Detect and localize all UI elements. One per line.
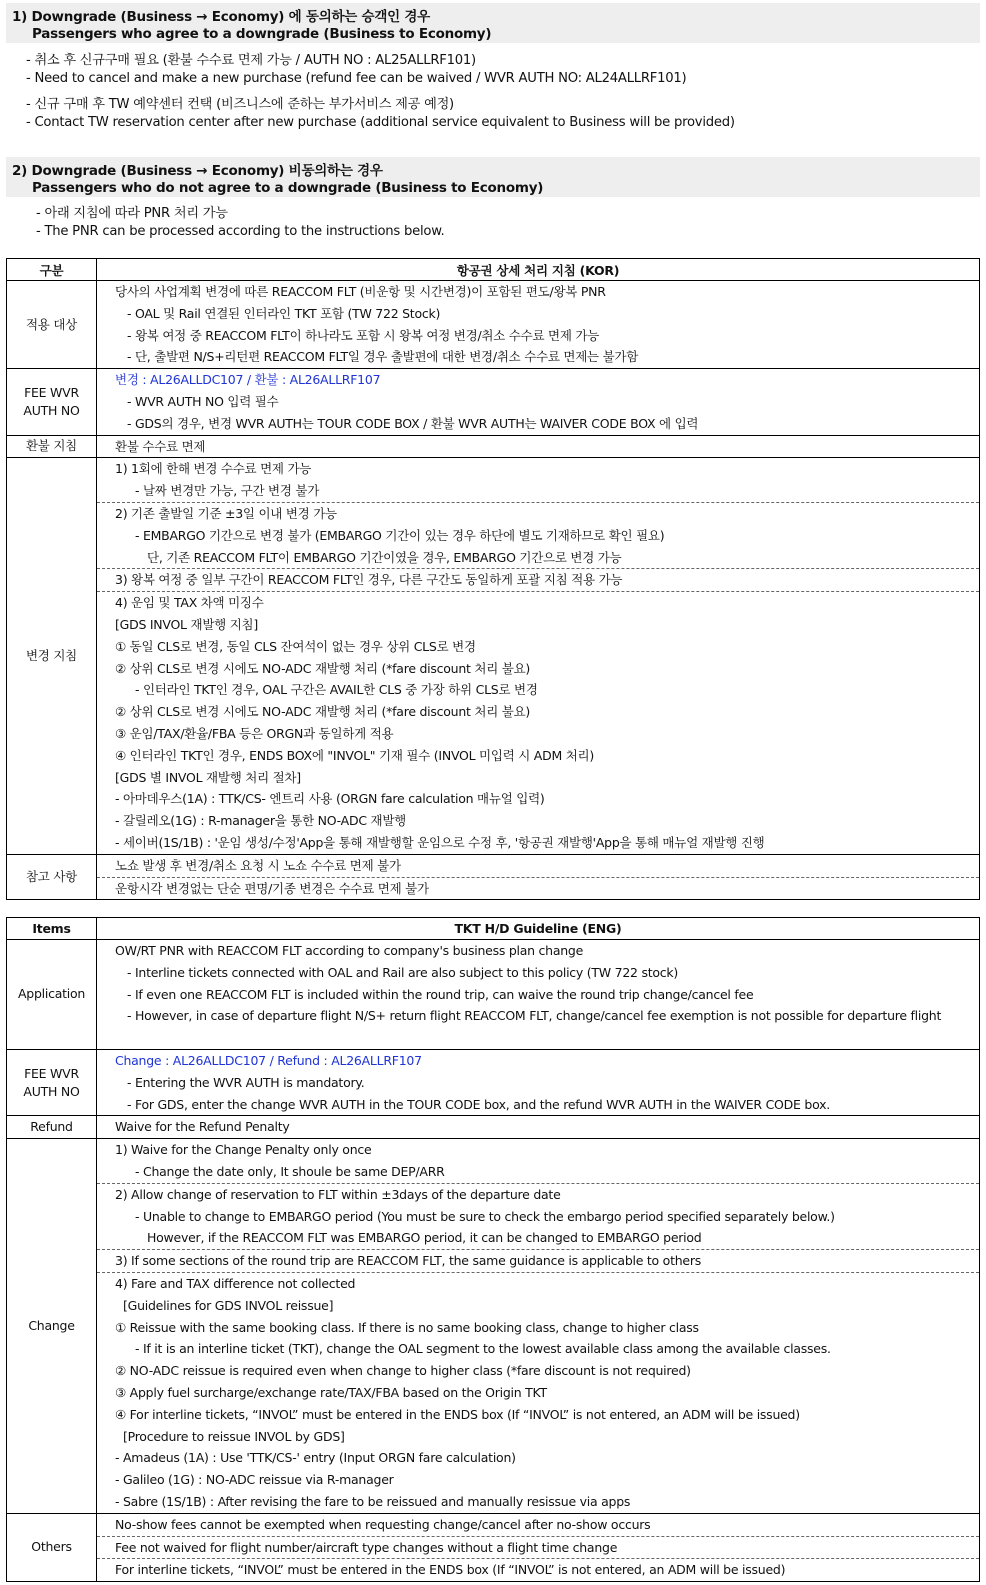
eng-application-line: - However, in case of departure flight N/S+ return flight REACCOM FLT, change/cancel fee exemption is not possible for departure flight [127,1008,942,1024]
kor-change-line: 단, 기존 REACCOM FLT이 EMBARGO 기간이였을 경우, EMBARGO 기간으로 변경 가능 [147,549,622,565]
eng-change-line: However, if the REACCOM FLT was EMBARGO period, it can be changed to EMBARGO period [147,1230,702,1246]
eng-row-refund [7,1116,980,1139]
section1-bullet: - 취소 후 신규구매 필요 (환불 수수료 면제 가능 / AUTH NO : AL25ALLRF101) [26,53,476,68]
kor-change-line: - 갈릴레오(1G) : R-manager을 통한 NO-ADC 재발행 [115,813,407,829]
kor-change-line: 3) 왕복 여정 중 일부 구간이 REACCOM FLT인 경우, 다른 구간도 동일하게 포괄 지침 적용 가능 [115,572,623,588]
kor-label-change: 변경 지침 [7,458,97,854]
eng-application-spacer [115,1027,979,1049]
eng-row-change [7,1139,980,1514]
eng-fee-line: - For GDS, enter the change WVR AUTH in the TOUR CODE box, and the refund WVR AUTH in the WAIVER CODE box. [127,1096,830,1112]
section2-title-kr: 2) Downgrade (Business → Economy) 비동의하는 경우 [12,163,383,179]
eng-change-line: ① Reissue with the same booking class. If there is no same booking class, change to higher class [115,1319,699,1335]
kor-row-refund [7,435,980,458]
kor-change-line: ② 상위 CLS로 변경 시에도 NO-ADC 재발행 처리 (*fare discount 처리 불요) [115,704,531,720]
eng-change-line: - Unable to change to EMBARGO period (You must be sure to check the embargo period specified separately below.) [135,1208,835,1224]
eng-label-fee-1: FEE WVR [24,1065,79,1081]
eng-others-line: For interline tickets, “INVOL” must be entered in the ENDS box (If “INVOL” is not entered, an ADM will be issued) [115,1562,786,1578]
kor-row-fee [7,369,980,435]
eng-others-line: Fee not waived for flight number/aircraft type changes without a flight time change [115,1539,618,1555]
kor-change-line: ③ 운임/TAX/환율/FBA 등은 ORGN과 동일하게 적용 [115,725,394,741]
kor-change-line: - 날짜 변경만 가능, 구간 변경 불가 [135,483,320,499]
eng-row-fee [7,1049,980,1115]
kor-label-fee [7,369,97,435]
eng-label-fee-2: AUTH NO [23,1083,80,1099]
eng-change-line: ② NO-ADC reissue is required even when change to higher class (*fare discount is not required) [115,1363,691,1379]
eng-application-line: - If even one REACCOM FLT is included within the round trip, can waive the round trip change/cancel fee [127,986,754,1002]
eng-guideline-table [6,917,980,1582]
eng-others-line: No-show fees cannot be exempted when requesting change/cancel after no-show occurs [115,1516,651,1532]
eng-change-line: 1) Waive for the Change Penalty only once [115,1142,372,1158]
kor-header-guideline: 항공권 상세 처리 지침 (KOR) [97,259,980,281]
kor-change-line: [GDS 별 INVOL 재발행 처리 절차] [115,769,301,785]
eng-change-line: - Amadeus (1A) : Use 'TTK/CS-' entry (Input ORGN fare calculation) [115,1450,516,1466]
eng-label-change: Change [7,1139,97,1514]
kor-label-fee-2: AUTH NO [23,402,80,418]
section1-bullet: - Need to cancel and make a new purchase (refund fee can be waived / WVR AUTH NO: AL24ALLRF101) [26,71,687,86]
eng-header-guideline: TKT H/D Guideline (ENG) [97,918,980,940]
kor-change-line: 2) 기존 출발일 기준 ±3일 이내 변경 가능 [115,505,337,521]
section1-bullet: - Contact TW reservation center after new purchase (additional service equivalent to Business will be provided) [26,115,735,130]
eng-fee-codes: Change : AL26ALLDC107 / Refund : AL26ALLRF107 [115,1052,422,1068]
eng-change-line: ③ Apply fuel surcharge/exchange rate/TAX/FBA based on the Origin TKT [115,1384,547,1400]
eng-change-line: - Galileo (1G) : NO-ADC reissue via R-manager [115,1472,394,1488]
kor-application-line: - 단, 출발편 N/S+리턴편 REACCOM FLT일 경우 출발편에 대한 변경/취소 수수료 면제는 불가함 [127,349,639,365]
kor-change-line: ② 상위 CLS로 변경 시에도 NO-ADC 재발행 처리 (*fare discount 처리 불요) [115,660,531,676]
kor-guideline-table [6,258,980,900]
kor-application-line: - 왕복 여정 중 REACCOM FLT이 하나라도 포함 시 왕복 여정 변경/취소 수수료 면제 가능 [127,327,600,343]
section2-title-en: Passengers who do not agree to a downgrade (Business to Economy) [32,180,544,196]
kor-change-line: - 인터라인 TKT인 경우, OAL 구간은 AVAIL한 CLS 중 가장 하위 CLS로 변경 [135,682,538,698]
kor-change-line: 4) 운임 및 TAX 차액 미징수 [115,595,264,611]
kor-row-change [7,458,980,854]
kor-fee-line: - GDS의 경우, 변경 WVR AUTH는 TOUR CODE BOX / 환불 WVR AUTH는 WAIVER CODE BOX 에 입력 [127,415,699,431]
kor-application-line: - OAL 및 Rail 연결된 인터라인 TKT 포함 (TW 722 Stock) [127,305,441,321]
eng-change-line: 2) Allow change of reservation to FLT within ±3days of the departure date [115,1186,561,1202]
eng-row-application [7,940,980,1050]
eng-change-line: ④ For interline tickets, “INVOL” must be entered in the ENDS box (If “INVOL” is not entered, an ADM will be issued) [115,1406,800,1422]
eng-header-items: Items [7,918,97,940]
eng-row-others [7,1513,980,1581]
kor-header-category: 구분 [7,259,97,281]
kor-change-line: 1) 1회에 한해 변경 수수료 면제 가능 [115,461,312,477]
eng-label-others: Others [7,1513,97,1581]
kor-change-line: ① 동일 CLS로 변경, 동일 CLS 잔여석이 없는 경우 상위 CLS로 변경 [115,638,476,654]
section2-bullet: - The PNR can be processed according to the instructions below. [36,224,445,239]
section2-bullet: - 아래 지침에 따라 PNR 처리 가능 [36,206,228,221]
kor-fee-line: - WVR AUTH NO 입력 필수 [127,393,279,409]
eng-change-line: [Guidelines for GDS INVOL reissue] [123,1297,334,1313]
eng-label-fee [7,1049,97,1115]
eng-application-line: - Interline tickets connected with OAL and Rail are also subject to this policy (TW 722 stock) [127,964,679,980]
kor-change-line: - 아마데우스(1A) : TTK/CS- 엔트리 사용 (ORGN fare calculation 매뉴얼 입력) [115,791,545,807]
section1-bullet: - 신규 구매 후 TW 예약센터 컨택 (비즈니스에 준하는 부가서비스 제공 예정) [26,97,454,112]
eng-change-line: [Procedure to reissue INVOL by GDS] [123,1428,345,1444]
kor-change-line: [GDS INVOL 재발행 지침] [115,616,258,632]
kor-application-line: 당사의 사업계획 변경에 따른 REACCOM FLT (비운항 및 시간변경)이 포함된 편도/왕복 PNR [115,284,606,299]
kor-change-line: - EMBARGO 기간으로 변경 불가 (EMBARGO 기간이 있는 경우 하단에 별도 기재하므로 확인 필요) [135,527,665,543]
kor-refund-text: 환불 수수료 면제 [115,438,206,454]
kor-others-line: 운항시각 변경없는 단순 편명/기종 변경은 수수료 면제 불가 [115,880,429,896]
eng-change-line: - Change the date only, It shoule be same DEP/ARR [135,1163,445,1179]
kor-label-others: 참고 사항 [7,854,97,900]
kor-label-refund: 환불 지침 [7,435,97,458]
section1-title-kr: 1) Downgrade (Business → Economy) 에 동의하는 승객인 경우 [12,9,430,25]
kor-change-line: ④ 인터라인 TKT인 경우, ENDS BOX에 "INVOL" 기재 필수 (INVOL 미입력 시 ADM 처리) [115,747,595,763]
kor-others-line: 노쇼 발생 후 변경/취소 요청 시 노쇼 수수료 면제 불가 [115,857,401,873]
kor-change-line: - 세이버(1S/1B) : '운임 생성/수정'App을 통해 재발행할 운임으로 수정 후, '항공권 재발행'App을 통해 매뉴얼 재발행 진행 [115,834,765,850]
eng-fee-line: - Entering the WVR AUTH is mandatory. [127,1074,365,1090]
eng-application-line: OW/RT PNR with REACCOM FLT according to company's business plan change [115,943,584,958]
eng-change-line: - Sabre (1S/1B) : After revising the fare to be reissued and manually resissue via apps [115,1493,631,1509]
kor-label-fee-1: FEE WVR [24,384,79,400]
eng-change-line: 3) If some sections of the round trip are REACCOM FLT, the same guidance is applicable to others [115,1253,701,1269]
eng-label-refund: Refund [7,1116,97,1139]
eng-change-line: 4) Fare and TAX difference not collected [115,1275,356,1291]
kor-label-application: 적용 대상 [7,281,97,369]
kor-row-others [7,854,980,900]
kor-fee-codes: 변경 : AL26ALLDC107 / 환불 : AL26ALLRF107 [115,372,381,388]
kor-row-application [7,281,980,369]
eng-refund-text: Waive for the Refund Penalty [115,1119,290,1135]
eng-change-line: - If it is an interline ticket (TKT), change the OAL segment to the lowest available class among the available classes. [135,1341,831,1357]
eng-label-application: Application [7,940,97,1050]
section1-title-en: Passengers who agree to a downgrade (Business to Economy) [32,26,492,42]
